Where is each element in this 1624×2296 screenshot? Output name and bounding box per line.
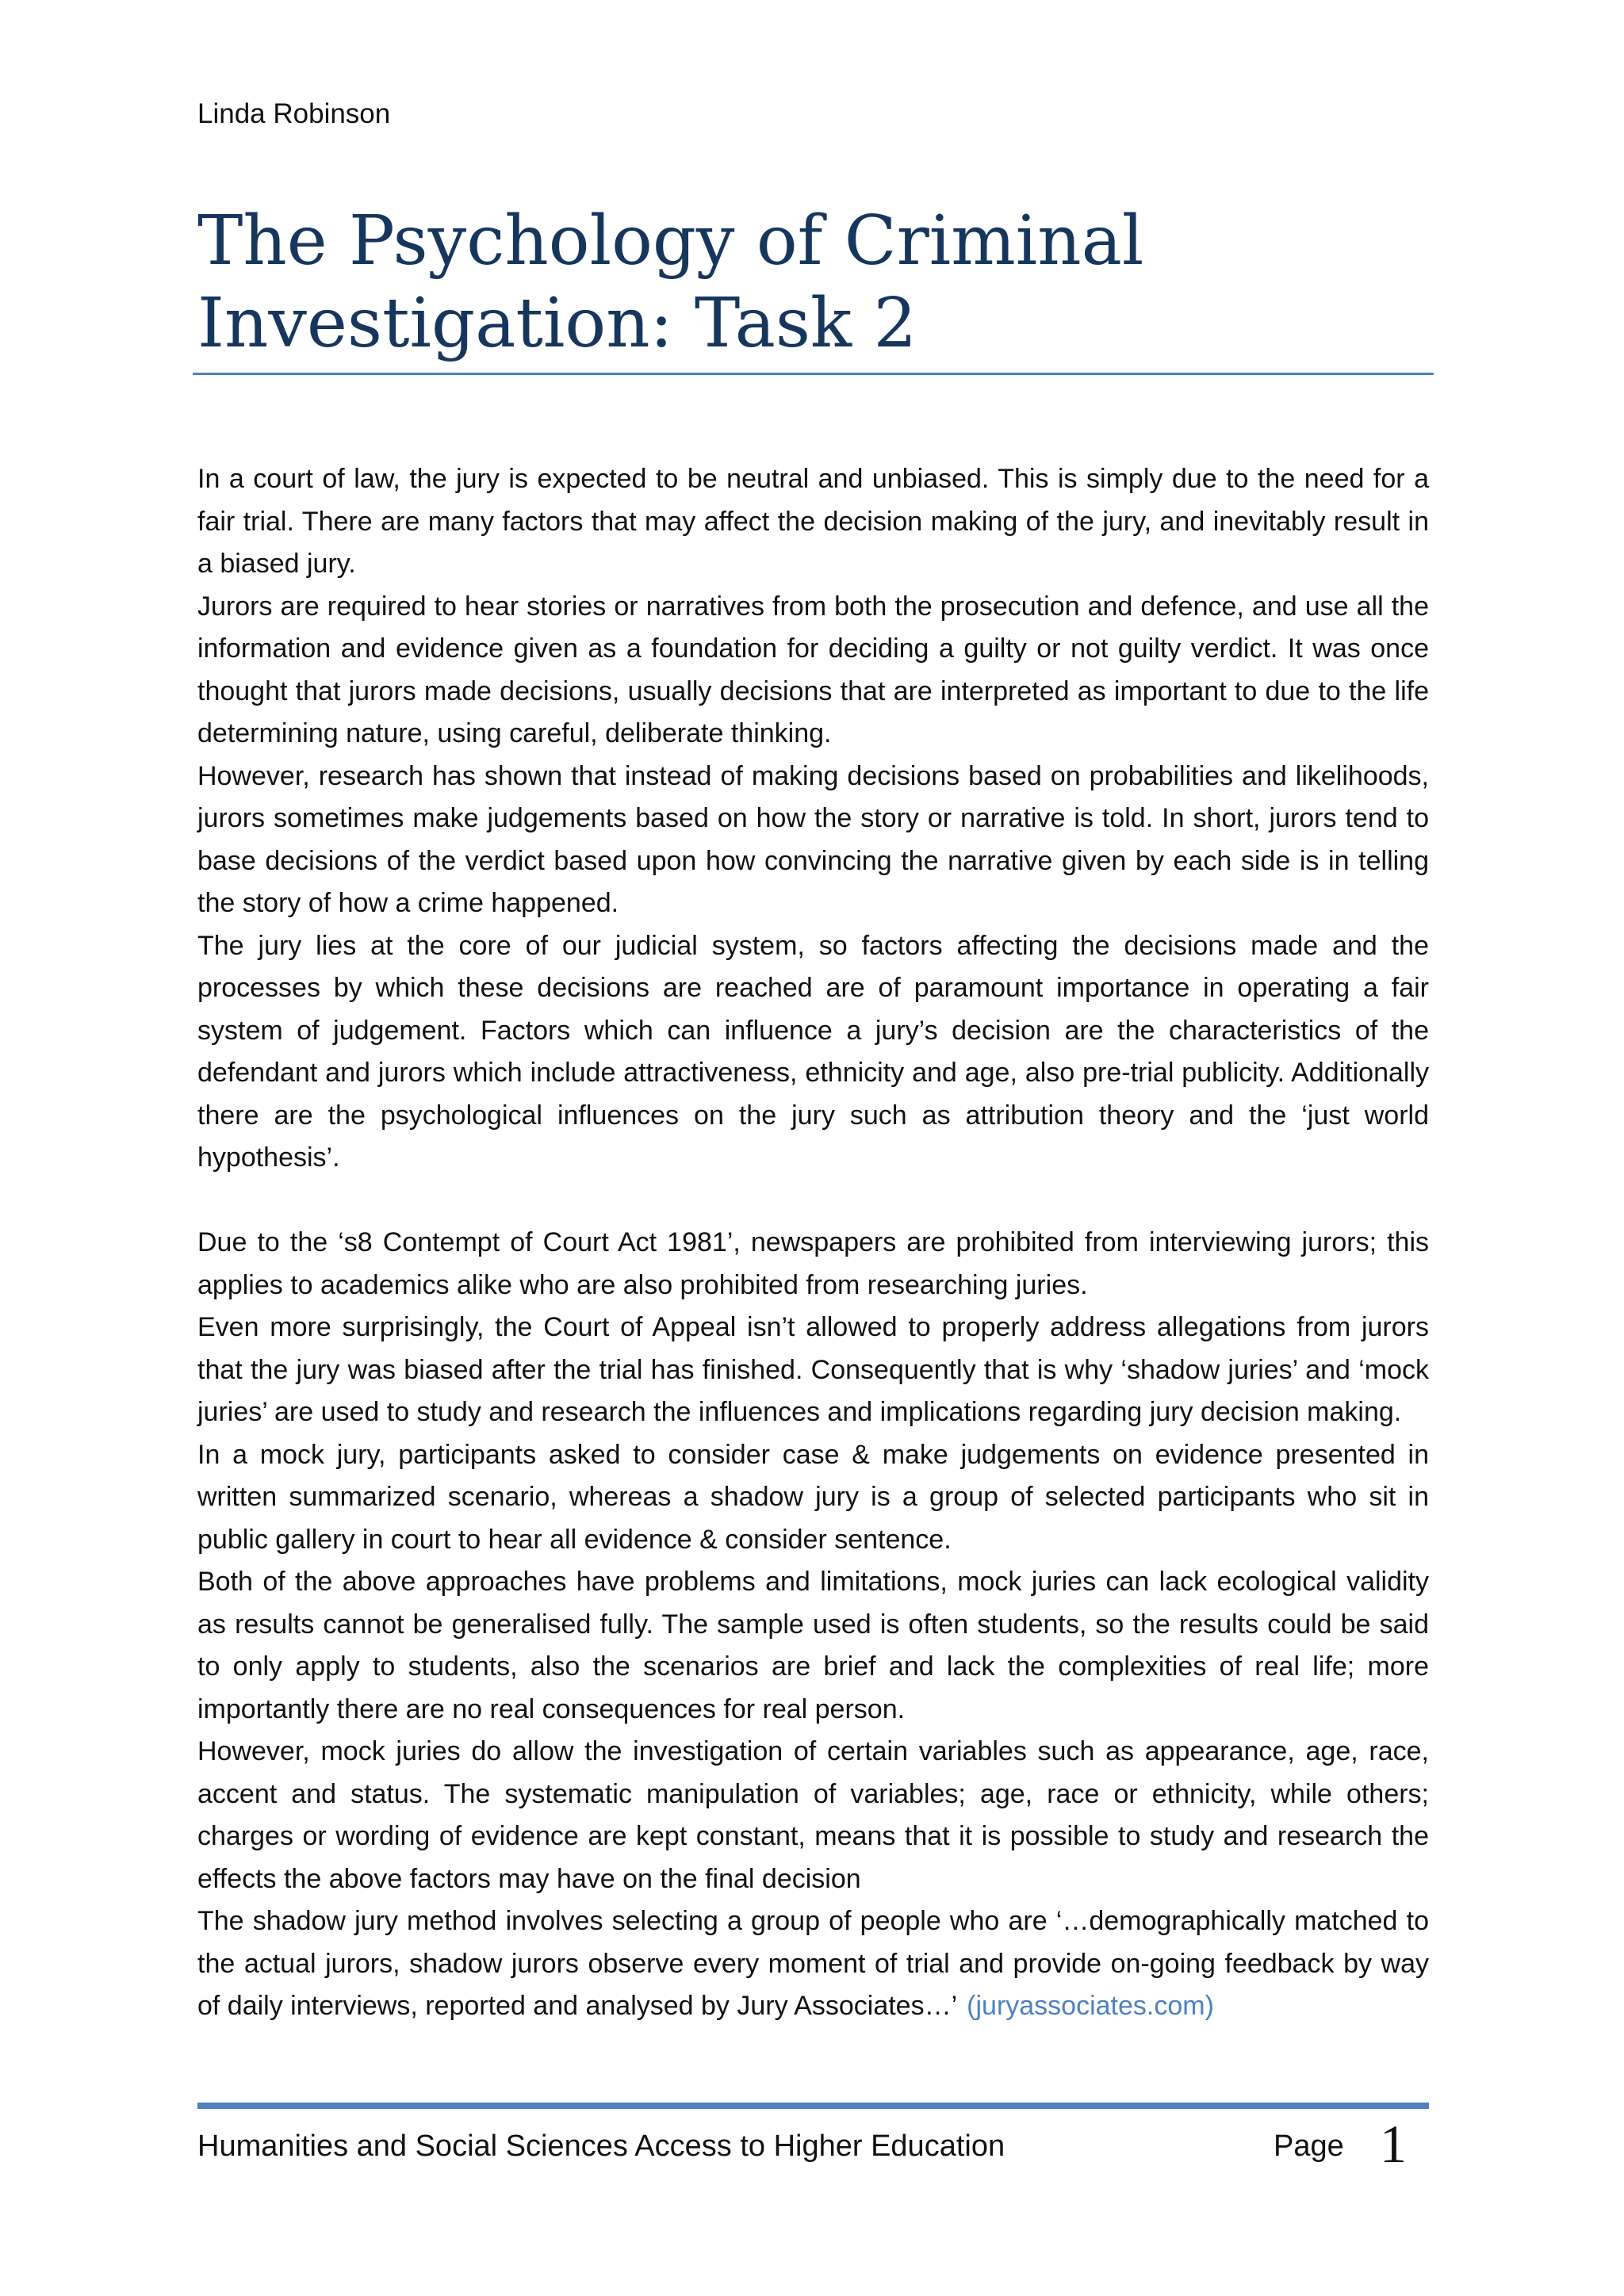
paragraph: Jurors are required to hear stories or narratives from both the prosecution and defence, and use all the information and evidence given as a foundation for deciding a guilty or not guilty verdict. It was once thought that jurors made decisions, usually decisions that are interpreted as important to due to the life determining nature, using careful, deliberate thinking. xyxy=(197,591,1429,748)
footer-course-name: Humanities and Social Sciences Access to Higher Education xyxy=(197,2130,1005,2163)
paragraph: Even more surprisingly, the Court of Appeal isn’t allowed to properly address allegations from jurors that the jury was biased after the trial has finished. Consequently that is why ‘shadow juries’ and ‘mock juries’ are used to study and research the influences and implications regarding jury decision making. xyxy=(197,1312,1429,1427)
title-line-2: Investigation: Task 2 xyxy=(197,284,917,363)
title-underline-rule xyxy=(193,373,1434,375)
paragraph: However, mock juries do allow the investigation of certain variables such as appearance, age, race, accent and status. The systematic manipulation of variables; age, race or ethnicity, while others; charges or wording of evidence are kept constant, means that it is possible to study and research the effects the above factors may have on the final decision xyxy=(197,1736,1429,1894)
paragraph: Due to the ‘s8 Contempt of Court Act 1981’, newspapers are prohibited from interviewing jurors; this applies to academics alike who are also prohibited from researching juries. xyxy=(197,1227,1429,1300)
citation-link[interactable]: (juryassociates.com) xyxy=(967,1991,1214,2021)
paragraph-with-citation xyxy=(197,1900,1429,2028)
footer-page-label: Page xyxy=(1274,2130,1344,2163)
paragraph-text: The shadow jury method involves selecting a group of people who are ‘…demographically matched to the actual jurors, shadow jurors observe every moment of trial and provide on-going feedback by way of daily interviews, reported and analysed by Jury Associates…’ xyxy=(197,1906,1429,2021)
paragraph: However, research has shown that instead of making decisions based on probabilities and likelihoods, jurors sometimes make judgements based on how the story or narrative is told. In short, jurors tend to base decisions of the verdict based upon how convincing the narrative given by each side is in telling the story of how a crime happened. xyxy=(197,760,1429,918)
footer-page-number: 1 xyxy=(1380,2114,1407,2174)
paragraph: Both of the above approaches have problems and limitations, mock juries can lack ecological validity as results cannot be generalised fully. The sample used is often students, so the results could be said to only apply to students, also the scenarios are brief and lack the complexities of real life; more importantly there are no real consequences for real person. xyxy=(197,1567,1429,1724)
footer-rule xyxy=(197,2103,1429,2109)
body-text xyxy=(197,458,1429,2028)
paragraph-spacer xyxy=(197,1180,1429,1223)
paragraph: The jury lies at the core of our judicial system, so factors affecting the decisions made and the processes by which these decisions are reached are of paramount importance in operating a fair system of judgement. Factors which can influence a jury’s decision are the characteristics of the defendant and jurors which include attractiveness, ethnicity and age, also pre-trial publicity. Additionally there are the psychological influences on the jury such as attribution theory and the ‘just world hypothesis’. xyxy=(197,930,1429,1173)
author-name: Linda Robinson xyxy=(197,98,391,129)
paragraph: In a mock jury, participants asked to consider case & make judgements on evidence presented in written summarized scenario, whereas a shadow jury is a group of selected participants who sit in public gallery in court to hear all evidence & consider sentence. xyxy=(197,1439,1429,1555)
title-line-1: The Psychology of Criminal xyxy=(197,201,1144,281)
document-title xyxy=(197,200,1143,365)
paragraph: In a court of law, the jury is expected to be neutral and unbiased. This is simply due to the need for a fair trial. There are many factors that may affect the decision making of the jury, and inevitably result in a biased jury. xyxy=(197,464,1429,579)
